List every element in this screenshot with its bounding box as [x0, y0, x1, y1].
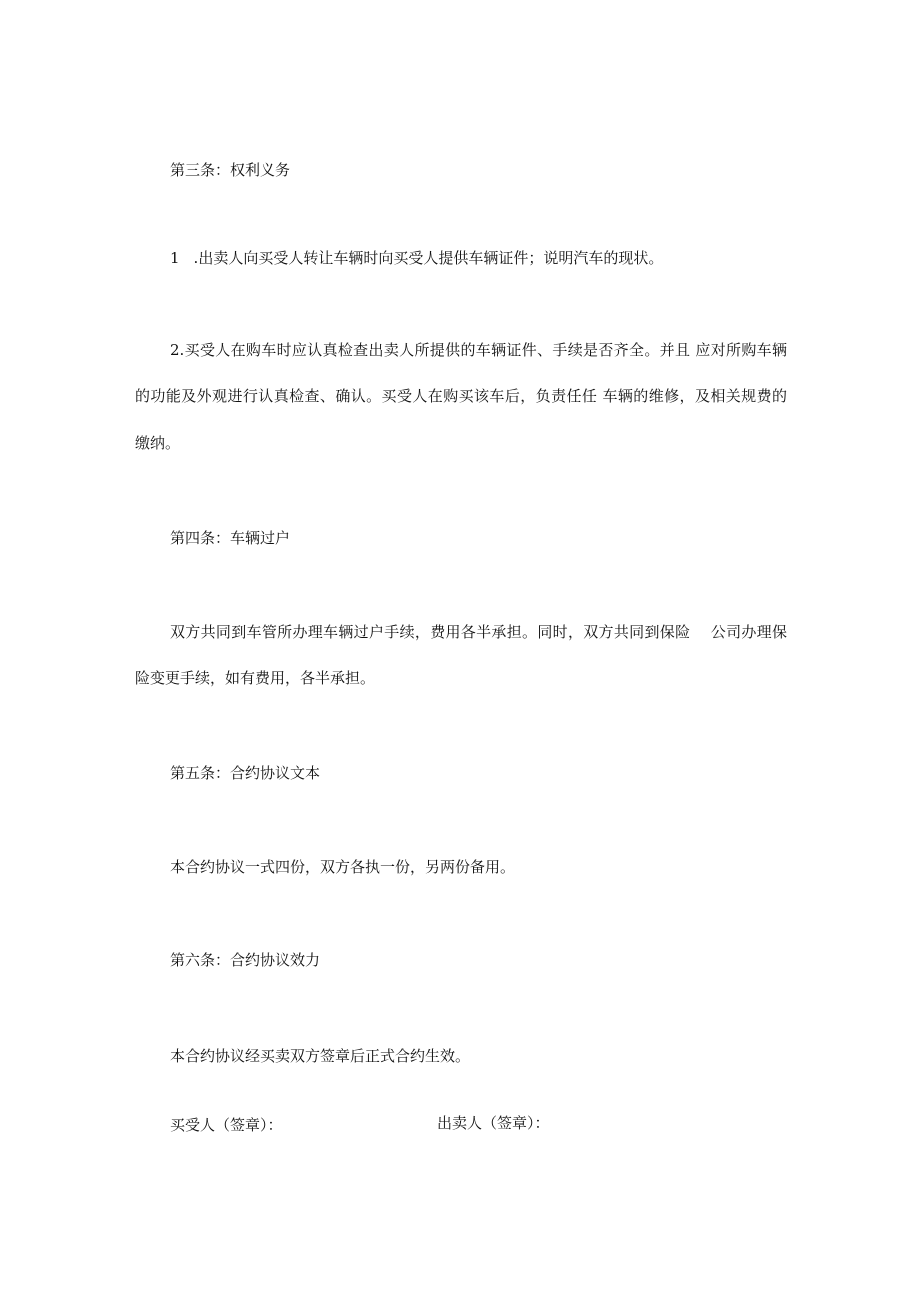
article-3-item-2-line-3: 缴纳。 [135, 434, 181, 452]
item-1-number: 1 [170, 249, 180, 267]
seller-signature-label: 出卖人（签章）： [437, 1114, 550, 1132]
article-6-text: 本合约协议经买卖双方签章后正式合约生效。 [170, 1047, 471, 1065]
article-4-line-2: 险变更手续，如有费用，各半承担。 [135, 669, 376, 687]
article-3-item-1 [170, 248, 663, 268]
article-5-text: 本合约协议一式四份，双方各执一份，另两份备用。 [170, 858, 516, 876]
article-3-item-2-line-2: 的功能及外观进行认真检查、确认。买受人在购买该车后，负责任任 车辆的维修，及相关规费的 [135, 387, 787, 405]
article-3-heading: 第三条：权利义务 [170, 161, 291, 179]
article-5-heading: 第五条：合约协议文本 [170, 764, 321, 782]
article-4-line-1: 双方共同到车管所办理车辆过户手续，费用各半承担。同时，双方共同到保险 公司办理保 [170, 623, 787, 641]
article-4-heading: 第四条：车辆过户 [170, 529, 291, 547]
article-3-item-2-line-1: 2.买受人在购车时应认真检查出卖人所提供的车辆证件、手续是否齐全。并且 应对所购车辆 [170, 341, 787, 359]
buyer-signature-label: 买受人（签章）： [170, 1116, 283, 1134]
article-6-heading: 第六条：合约协议效力 [170, 951, 321, 969]
item-1-text: .出卖人向买受人转让车辆时向买受人提供车辆证件；说明汽车的现状。 [193, 249, 664, 267]
